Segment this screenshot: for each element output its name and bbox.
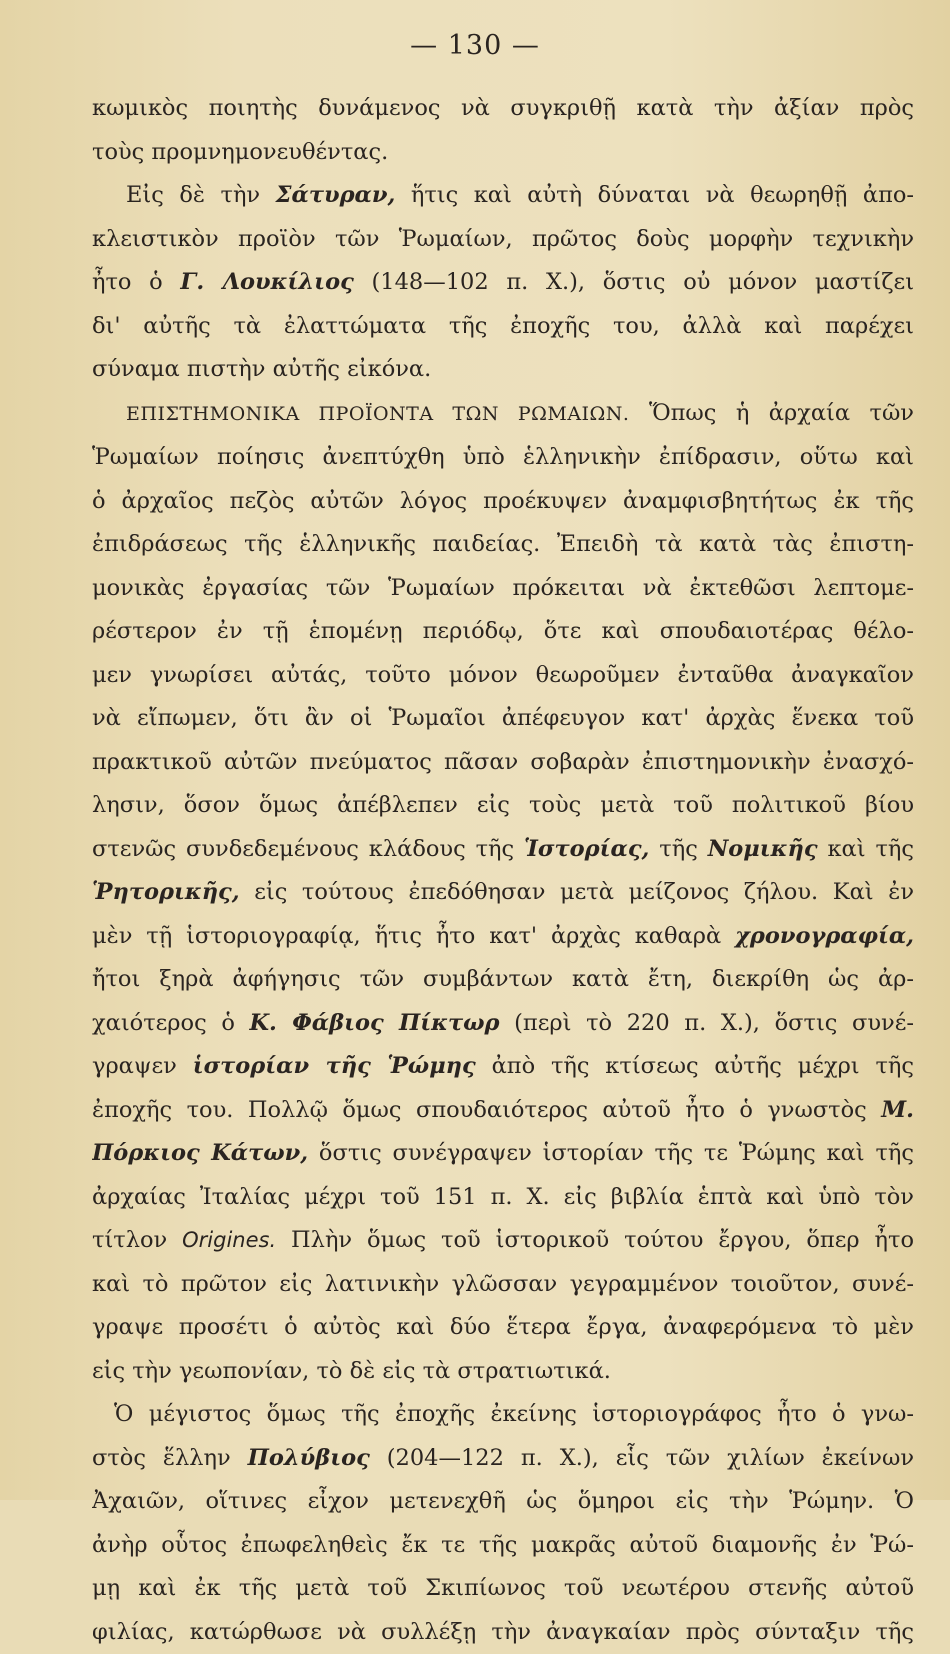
text-span: φιλίας, κατώρθωσε νὰ συλλέξῃ τὴν ἀναγκαίαν πρὸς σύνταξιν τῆς [92,1619,914,1645]
text-line [92,523,914,567]
text-span: καὶ τὸ πρῶτον εἰς λατινικὴν γλῶσσαν γεγραμμένον τοιοῦτον, συνέ- [92,1271,914,1297]
text-span: μονικὰς ἐργασίας τῶν Ῥωμαίων πρόκειται νὰ ἐκτεθῶσι λεπτομε- [92,575,914,601]
text-span: ἐποχῆς του. Πολλῷ ὅμως σπουδαιότερος αὐτοῦ ἦτο ὁ γνωστὸς [92,1097,881,1123]
text-line [92,1480,914,1524]
text-span: ἦτο ὁ [92,269,180,295]
text-span: Ὅπως ἡ ἀρχαία τῶν [629,400,914,426]
text-line [92,1219,914,1263]
text-line [92,567,914,611]
text-span: κλειστικὸν προϊὸν τῶν Ῥωμαίων, πρῶτος δοὺς μορφὴν τεχνικὴν [92,226,914,252]
text-span: γραψεν [92,1053,193,1079]
text-span: εἰς τὴν γεωπονίαν, τὸ δὲ εἰς τὰ στρατιωτικά. [92,1358,611,1384]
text-span: δι' αὐτῆς τὰ ἐλαττώματα τῆς ἐποχῆς του, ἀλλὰ καὶ παρέχει [92,313,914,339]
emphasis-term: χρονογραφία, [735,923,914,949]
text-span: ἀπὸ τῆς κτίσεως αὐτῆς μέχρι τῆς [476,1053,914,1079]
text-span: ἀνὴρ οὗτος ἐπωφεληθεὶς ἔκ τε τῆς μακρᾶς αὐτοῦ διαμονῆς ἐν Ῥώ- [92,1532,914,1558]
text-line [92,1350,914,1394]
text-span: καὶ τῆς [818,836,914,862]
text-span: Ῥωμαίων ποίησις ἀνεπτύχθη ὑπὸ ἑλληνικὴν ἐπίδρασιν, οὕτω καὶ [92,444,914,470]
text-span: ἐπιδράσεως τῆς ἑλληνικῆς παιδείας. Ἐπειδὴ τὰ κατὰ τὰς ἐπιστη- [92,531,914,557]
text-span: ἀρχαίας Ἰταλίας μέχρι τοῦ 151 π. Χ. εἰς βιβλία ἑπτὰ καὶ ὑπὸ τὸν [92,1184,914,1210]
text-span: τοὺς προμνημονευθέντας. [92,139,388,165]
text-span: Εἰς δὲ τὴν [126,182,276,208]
text-span: στενῶς συνδεδεμένους κλάδους τῆς [92,836,524,862]
text-line [92,480,914,524]
text-span: Ὁ μέγιστος ὅμως τῆς ἐποχῆς ἐκείνης ἱστοριογράφος ἦτο ὁ γνω- [114,1401,914,1427]
emphasis-name: Πολύβιος [248,1445,370,1471]
emphasis-term: Ἱστορίας, [524,836,649,862]
text-span: τῆς [649,836,707,862]
text-span: μεν γνωρίσει αὐτάς, τοῦτο μόνον θεωροῦμεν ἐνταῦθα ἀναγκαῖον [92,662,914,688]
text-span: ἤτοι ξηρὰ ἀφήγησις τῶν συμβάντων κατὰ ἔτη, διεκρίθη ὡς ἀρ- [92,966,914,992]
text-span: πρακτικοῦ αὐτῶν πνεύματος πᾶσαν σοβαρὰν ἐπιστημονικὴν ἐνασχό- [92,749,914,775]
text-line [92,131,914,175]
text-line [92,1306,914,1350]
emphasis-name: Πόρκιος Κάτων, [92,1140,308,1166]
emphasis-title: ἱστορίαν τῆς Ῥώμης [193,1053,476,1079]
text-span: μὲν τῇ ἱστοριογραφίᾳ, ἥτις ἦτο κατ' ἀρχὰς καθαρὰ [92,923,735,949]
text-line [92,1611,914,1654]
text-span: μῃ καὶ ἐκ τῆς μετὰ τοῦ Σκιπίωνος τοῦ νεωτέρου στενῆς αὐτοῦ [92,1575,914,1601]
text-line [92,174,914,218]
text-line [92,610,914,654]
text-line [92,348,914,392]
emphasis-latin-title: Origines. [182,1228,276,1252]
text-line [92,392,914,437]
text-span: ἥτις καὶ αὐτὴ δύναται νὰ θεωρηθῇ ἀπο- [395,182,914,208]
emphasis-name: Γ. Λουκίλιος [180,269,353,295]
text-line [92,87,914,131]
emphasis-term: Ῥητορικῆς, [92,879,240,905]
text-span: στὸς ἕλλην [92,1445,248,1471]
text-span: (περὶ τὸ 220 π. Χ.), ὅστις συνέ- [500,1010,914,1036]
text-span: κωμικὸς ποιητὴς δυνάμενος νὰ συγκριθῇ κατὰ τὴν ἀξίαν πρὸς [92,95,914,121]
text-line [92,1567,914,1611]
text-span: Ἀχαιῶν, οἵτινες εἶχον μετενεχθῆ ὡς ὅμηροι εἰς τὴν Ῥώμην. Ὁ [92,1488,914,1514]
text-line [92,1524,914,1568]
text-span: Πλὴν ὅμως τοῦ ἱστορικοῦ τούτου ἔργου, ὅπερ ἦτο [276,1227,914,1253]
text-line [92,305,914,349]
text-line [92,1176,914,1220]
text-line [92,218,914,262]
text-span: (204—122 π. Χ.), εἷς τῶν χιλίων ἐκείνων [370,1445,914,1471]
text-line [92,1045,914,1089]
text-span: ρέστερον ἐν τῇ ἑπομένῃ περιόδῳ, ὅτε καὶ σπουδαιοτέρας θέλο- [92,618,914,644]
text-span: χαιότερος ὁ [92,1010,250,1036]
text-span: εἰς τούτους ἐπεδόθησαν μετὰ μείζονος ζήλου. Καὶ ἐν [240,879,914,905]
text-line [92,828,914,872]
text-line [92,261,914,305]
text-span: (148—102 π. Χ.), ὅστις οὐ μόνον μαστίζει [354,269,914,295]
emphasis-term: Νομικῆς [708,836,818,862]
text-span: σύναμα πιστὴν αὐτῆς εἰκόνα. [92,356,431,382]
text-span: τίτλον [92,1227,182,1253]
emphasis-term: Σάτυραν, [276,182,396,208]
text-span: νὰ εἴπωμεν, ὅτι ἂν οἱ Ῥωμαῖοι ἀπέφευγον κατ' ἀρχὰς ἕνεκα τοῦ [92,705,914,731]
text-line [92,697,914,741]
text-span: λησιν, ὅσον ὅμως ἀπέβλεπεν εἰς τοὺς μετὰ τοῦ πολιτικοῦ βίου [92,792,914,818]
text-line [92,1393,914,1437]
text-line [92,1263,914,1307]
text-line [92,654,914,698]
text-line [92,915,914,959]
emphasis-name: Μ. [881,1097,914,1123]
text-line [92,1089,914,1133]
text-line [92,741,914,785]
text-span: ὅστις συνέγραψεν ἱστορίαν τῆς τε Ῥώμης καὶ τῆς [308,1140,914,1166]
page-number: — 130 — [0,30,950,61]
text-line [92,958,914,1002]
text-line [92,436,914,480]
text-line [92,1132,914,1176]
text-span: ὁ ἀρχαῖος πεζὸς αὐτῶν λόγος προέκυψεν ἀναμφισβητήτως ἐκ τῆς [92,488,914,514]
text-line [92,1437,914,1481]
body-text [92,87,914,1654]
text-span: γραψε προσέτι ὁ αὐτὸς καὶ δύο ἕτερα ἔργα, ἀναφερόμενα τὸ μὲν [92,1314,914,1340]
text-line [92,784,914,828]
text-line [92,1002,914,1046]
section-heading: ΕΠΙΣΤΗΜΟΝΙΚΑ ΠΡΟΪΟΝΤΑ ΤΩΝ ΡΩΜΑΙΩΝ. [126,403,629,425]
text-line [92,871,914,915]
emphasis-name: Κ. Φάβιος Πίκτωρ [250,1010,500,1036]
